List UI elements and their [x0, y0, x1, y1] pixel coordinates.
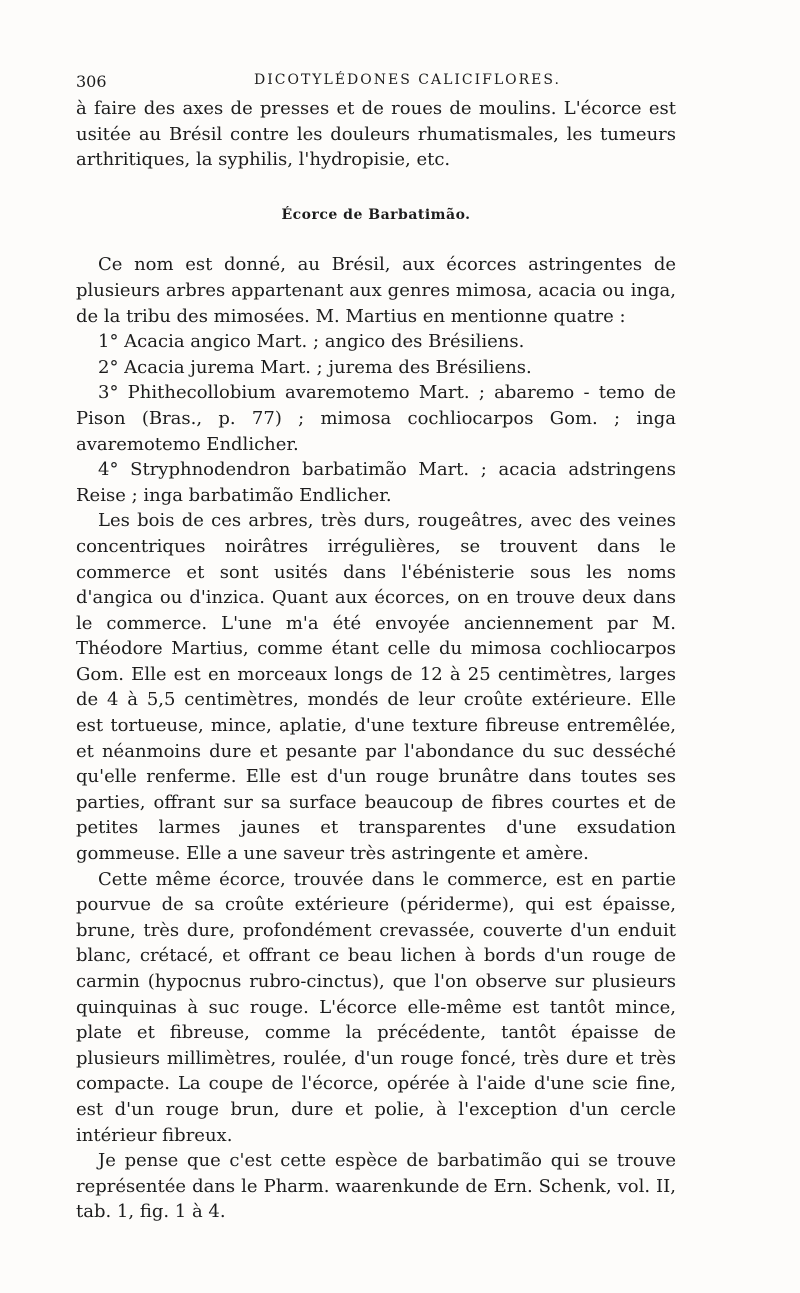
paragraph-2: Les bois de ces arbres, très durs, rougeâtres, avec des veines concentriques noirâtres irrégulières, se trouvent dans le commerce et sont usités dans l'ébénisterie sous les noms d'angica ou d'inzica. Quant aux écorces, on en trouve deux dans le commerce. L'une m'a été envoyée anciennement par M. Théodore Martius, comme étant celle du mimosa cochliocarpos Gom. Elle est en morceaux longs de 12 à 25 centimètres, larges de 4 à 5,5 centimètres, mondés de leur croûte extérieure. Elle est tortueuse, mince, aplatie, d'une texture fibreuse entremêlée, et néanmoins dure et pesante par l'abondance du suc desséché qu'elle renferme. Elle est d'un rouge brunâtre dans toutes ses parties, offrant sur sa surface beaucoup de fibres courtes et de petites larmes jaunes et transparentes d'une exsudation gommeuse. Elle a une saveur très astringente et amère. [76, 510, 676, 865]
running-title: DICOTYLÉDONES CALICIFLORES. [254, 72, 561, 88]
list-item-4: 4° Stryphnodendron barbatimão Mart. ; acacia adstringens Reise ; inga barbatimão Endlicher. [76, 459, 676, 506]
paragraph-1: Ce nom est donné, au Brésil, aux écorces astringentes de plusieurs arbres appartenant aux genres mimosa, acacia ou inga, de la tribu des mimosées. M. Martius en mentionne quatre : [76, 254, 676, 327]
book-page [76, 72, 676, 1225]
section-title: Écorce de Barbatimão. [281, 206, 471, 223]
paragraph-3: Cette même écorce, trouvée dans le commerce, est en partie pourvue de sa croûte extérieure (périderme), qui est épaisse, brune, très dure, profondément crevassée, couverte d'un enduit blanc, crétacé, et offrant ce beau lichen à bords d'un rouge de carmin (hypocnus rubro-cinctus), que l'on observe sur plusieurs quinquinas à suc rouge. L'écorce elle-même est tantôt mince, plate et fibreuse, comme la précédente, tantôt épaisse de plusieurs millimètres, roulée, d'un rouge foncé, très dure et très compacte. La coupe de l'écorce, opérée à l'aide d'une scie fine, est d'un rouge brun, dure et polie, à l'exception d'un cercle intérieur fibreux. [76, 868, 676, 1146]
page-number: 306 [76, 72, 107, 91]
list-item-3: 3° Phithecollobium avaremotemo Mart. ; abaremo - temo de Pison (Bras., p. 77) ; mimosa cochliocarpos Gom. ; inga avaremotemo Endlicher. [76, 382, 676, 455]
paragraph-4: Je pense que c'est cette espèce de barbatimão qui se trouve représentée dans le Pharm. waarenkunde de Ern. Schenk, vol. II, tab. 1, fig. 1 à 4. [76, 1150, 676, 1223]
intro-paragraph: à faire des axes de presses et de roues de moulins. L'écorce est usitée au Brésil contre les douleurs rhumatismales, les tumeurs arthritiques, la syphilis, l'hydropisie, etc. [76, 98, 676, 171]
page-body [76, 96, 676, 1225]
list-item-1: 1° Acacia angico Mart. ; angico des Brésiliens. [98, 331, 525, 353]
list-item-2: 2° Acacia jurema Mart. ; jurema des Brésiliens. [98, 356, 532, 378]
page-header [76, 72, 676, 96]
